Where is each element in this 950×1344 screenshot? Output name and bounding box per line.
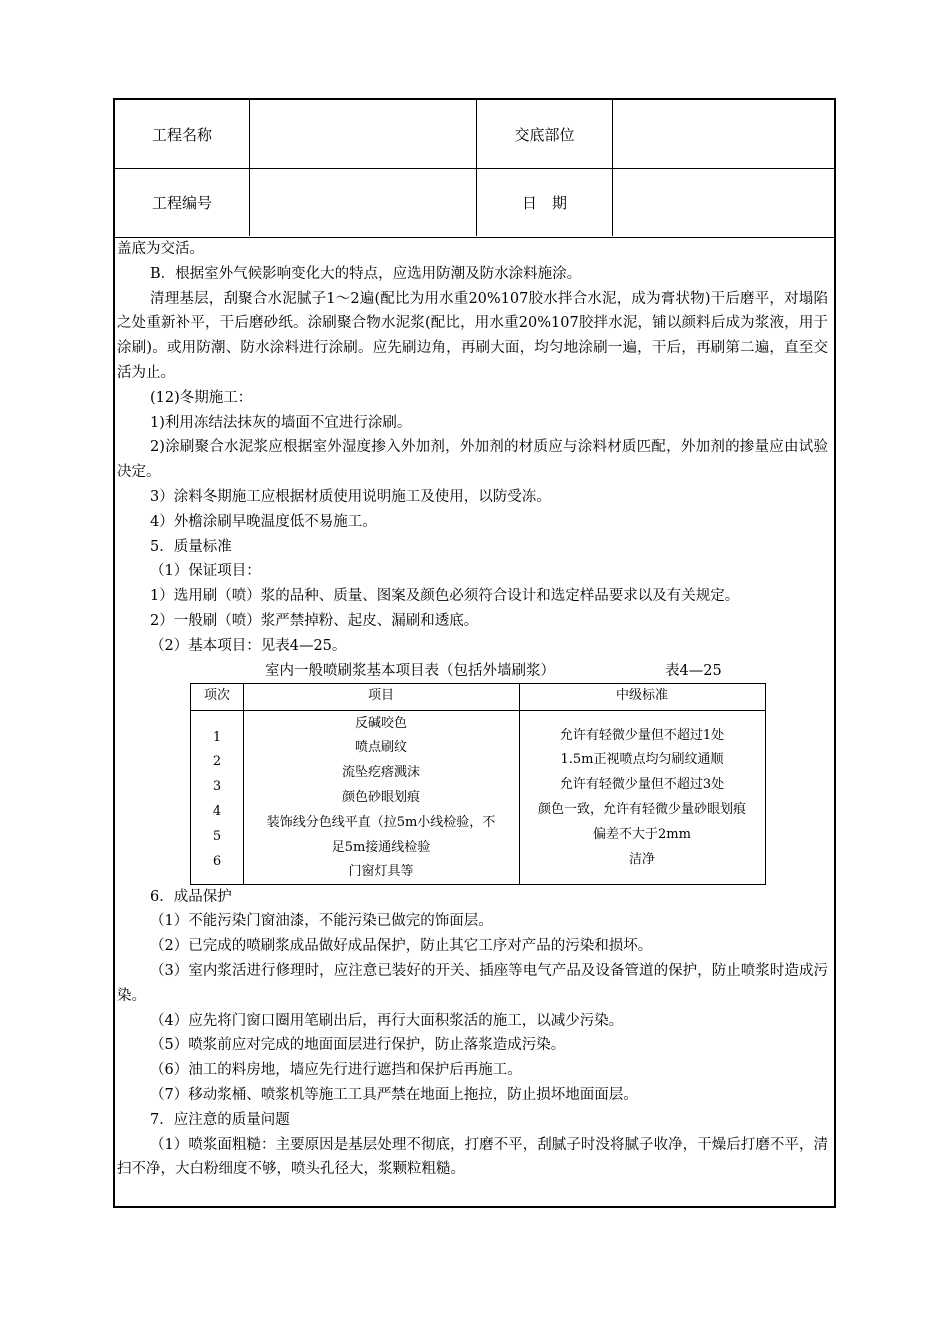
paragraph: 2)涂刷聚合水泥浆应根据室外湿度掺入外加剂，外加剂的材质应与涂料材质匹配，外加剂的掺量应由试验决定。 <box>117 439 828 481</box>
table-cell: 允许有轻微少量但不超过1处 <box>559 727 725 743</box>
paragraph: 盖底为交活。 <box>117 241 204 257</box>
table-cell: 洁净 <box>628 851 655 867</box>
project-number-label: 工程编号 <box>115 168 250 236</box>
table-title: 室内一般喷刷浆基本项目表（包括外墙刷浆） <box>265 662 555 679</box>
paragraph: 4）外檐涂刷早晚温度低不易施工。 <box>150 513 377 530</box>
header-table <box>115 100 834 238</box>
disclosure-location-label: 交底部位 <box>477 100 613 168</box>
paragraph: 2）一般刷（喷）浆严禁掉粉、起皮、漏刷和透底。 <box>150 612 479 629</box>
quality-table <box>190 683 766 885</box>
table-cell: 4 <box>212 803 222 819</box>
item-column <box>243 712 519 886</box>
section-heading: 5．质量标准 <box>150 538 232 555</box>
disclosure-form <box>113 98 836 1208</box>
paragraph: （2）基本项目：见表4—25。 <box>150 637 347 654</box>
project-number-value <box>250 168 477 236</box>
paragraph: （5）喷浆前应对完成的地面面层进行保护，防止落浆造成污染。 <box>150 1037 566 1054</box>
header-row-2 <box>115 168 834 236</box>
paragraph: （1）不能污染门窗油漆，不能污染已做完的饰面层。 <box>150 913 493 930</box>
paragraph: 1）选用刷（喷）浆的品种、质量、图案及颜色必须符合设计和选定样品要求以及有关规定。 <box>150 588 740 605</box>
date-value <box>613 168 834 236</box>
paragraph: (12)冬期施工： <box>150 389 253 406</box>
table-cell: 流坠疙瘩溅沫 <box>341 765 420 781</box>
table-cell: 1.5m正视喷点均匀刷纹通顺 <box>560 752 724 768</box>
paragraph: （2）已完成的喷刷浆成品做好成品保护，防止其它工序对产品的污染和损坏。 <box>150 938 653 955</box>
table-cell: 颜色砂眼划痕 <box>341 789 420 805</box>
project-name-value <box>250 100 477 168</box>
content-body <box>115 237 834 1182</box>
paragraph: （4）应先将门窗口圈用笔刷出后，再行大面积浆活的施工，以减少污染。 <box>150 1012 624 1029</box>
table-cell: 门窗灯具等 <box>348 864 414 880</box>
paragraph: 清理基层，刮聚合水泥腻子1～2遍(配比为用水重20%107胶水拌合水泥，成为膏状物)干后磨平，对塌陷之处重新补平，干后磨砂纸。涂刷聚合物水泥浆(配比，用水重20%107胶拌水泥，铺以颜料后成为浆液，用于涂刷)。或用防潮、防水涂料进行涂刷。应先刷边角，再刷大面，均匀地涂刷一遍，干后，再刷第二遍，直至交活为止。 <box>117 290 828 381</box>
table-cell: 偏差不大于2mm <box>593 826 691 842</box>
disclosure-location-value <box>613 100 834 168</box>
table-cell: 反碱咬色 <box>354 715 407 731</box>
table-cell: 5 <box>212 828 222 844</box>
paragraph: B．根据室外气候影响变化大的特点，应选用防潮及防水涂料施涂。 <box>150 265 582 282</box>
paragraph: （1）保证项目： <box>150 563 261 580</box>
paragraph: （1）喷浆面粗糙：主要原因是基层处理不彻底，打磨不平，刮腻子时没将腻子收净，干燥后打磨不平，清扫不净，大白粉细度不够，喷头孔径大，浆颗粒粗糙。 <box>117 1136 828 1178</box>
table-header-item: 项目 <box>243 684 519 711</box>
standard-column <box>519 724 765 873</box>
table-caption <box>117 659 828 683</box>
table-cell: 装饰线分色线平直（拉5m小线检验，不 <box>266 814 496 830</box>
header-row-1 <box>115 100 834 169</box>
table-cell: 2 <box>212 754 222 770</box>
section-heading: 7．应注意的质量问题 <box>150 1111 290 1128</box>
paragraph: 3）涂料冬期施工应根据材质使用说明施工及使用，以防受冻。 <box>150 488 551 505</box>
paragraph: （3）室内浆活进行修理时，应注意已装好的开关、插座等电气产品及设备管道的保护，防止喷浆时造成污染。 <box>117 962 828 1004</box>
table-cell: 喷点刷纹 <box>354 740 407 756</box>
table-cell: 颜色一致，允许有轻微少量砂眼划痕 <box>537 801 746 817</box>
project-name-label: 工程名称 <box>115 100 250 168</box>
paragraph: 1)利用冻结法抹灰的墙面不宜进行涂刷。 <box>150 414 412 431</box>
table-cell: 1 <box>212 729 222 745</box>
date-label: 日 期 <box>477 168 613 236</box>
table-header-index: 项次 <box>191 684 243 711</box>
table-number: 表4—25 <box>665 662 722 679</box>
table-cell: 允许有轻微少量但不超过3处 <box>559 777 725 793</box>
table-header-standard: 中级标准 <box>519 684 765 711</box>
index-column <box>191 726 243 875</box>
paragraph: （7）移动浆桶、喷浆机等施工工具严禁在地面上拖拉，防止损坏地面面层。 <box>150 1086 638 1103</box>
paragraph: （6）油工的料房地，墙应先行进行遮挡和保护后再施工。 <box>150 1062 522 1079</box>
section-heading: 6．成品保护 <box>150 888 232 905</box>
table-cell: 6 <box>212 853 222 869</box>
table-cell: 足5m接通线检验 <box>331 839 431 855</box>
table-cell: 3 <box>212 779 222 795</box>
